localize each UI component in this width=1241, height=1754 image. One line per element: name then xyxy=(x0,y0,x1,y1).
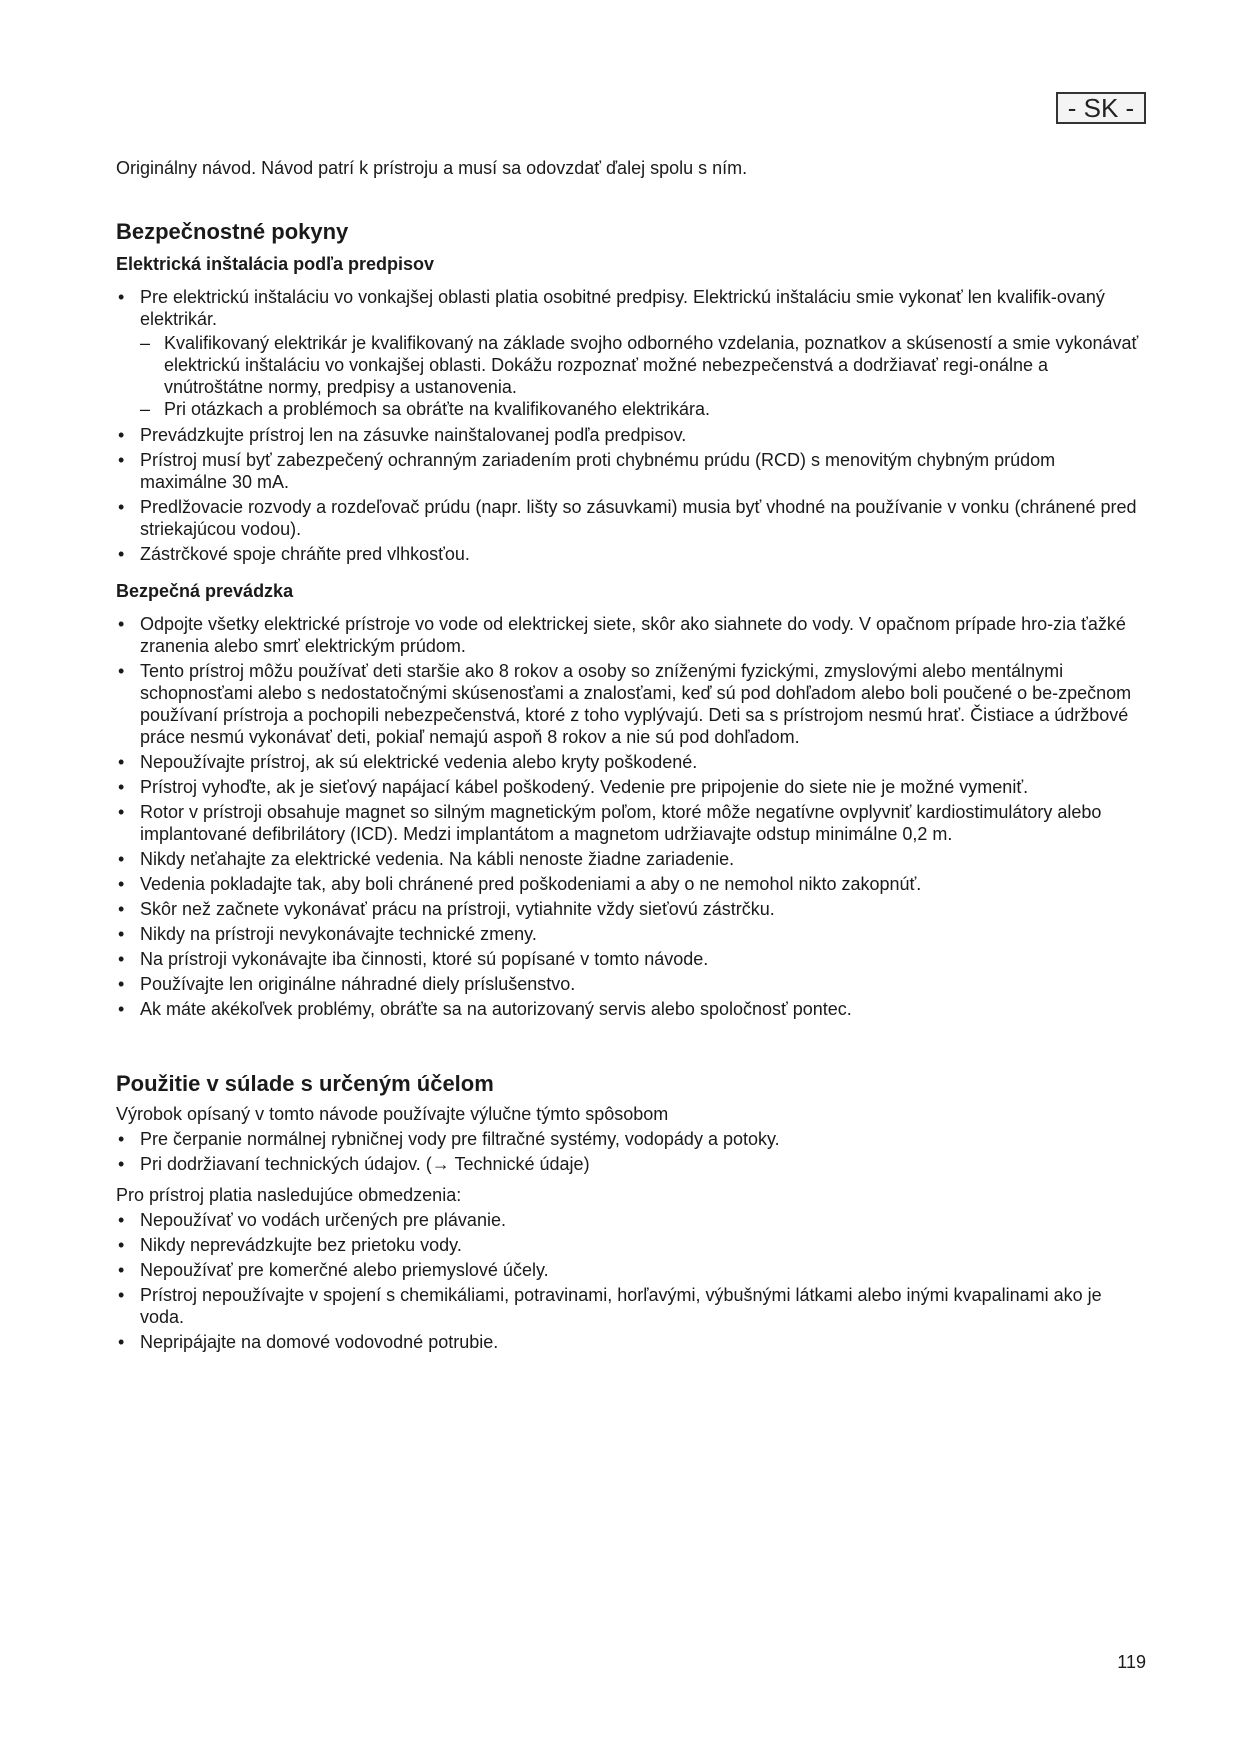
intro-text: Originálny návod. Návod patrí k prístroju a musí sa odovzdať ďalej spolu s ním. xyxy=(116,158,748,178)
list-item: • Pre elektrickú inštaláciu vo vonkajšej oblasti platia osobitné predpisy. Elektrickú inštaláciu smie vykonať len kvalifik-ovaný elektrikár. xyxy=(116,286,1146,330)
list-item: • Nepoužívať pre komerčné alebo priemyslové účely. xyxy=(116,1259,1146,1281)
list-item: • Odpojte všetky elektrické prístroje vo vode od elektrickej siete, skôr ako siahnete do vody. V opačnom prípade hro-zia ťažké zranenia alebo smrť elektrickým prúdom. xyxy=(116,613,1146,657)
safety-heading: Bezpečnostné pokyny xyxy=(116,219,349,244)
list-item: • Nepoužívajte prístroj, ak sú elektrické vedenia alebo kryty poškodené. xyxy=(116,751,1146,773)
list-subitem: – Pri otázkach a problémoch sa obráťte na kvalifikovaného elektrikára. xyxy=(116,398,1146,420)
language-tab: - SK - xyxy=(1056,92,1146,124)
list-subitem: – Kvalifikovaný elektrikár je kvalifikovaný na základe svojho odborného vzdelania, poznatkov a skúseností a smie vykonávať elektrickú inštaláciu vo vonkajšej oblasti. Dokážu rozpoznať možné nebezpečenstvá a dodržiavať regi-onálne a vnútroštátne normy, predpisy a ustanovenia. xyxy=(116,332,1146,398)
restrictions-list xyxy=(116,1209,1146,1353)
list-item: • Prístroj vyhoďte, ak je sieťový napájací kábel poškodený. Vedenie pre pripojenie do siete nie je možné vymeniť. xyxy=(116,776,1146,798)
list-item: • Skôr než začnete vykonávať prácu na prístroji, vytiahnite vždy sieťovú zástrčku. xyxy=(116,898,1146,920)
list-item: • Vedenia pokladajte tak, aby boli chránené pred poškodeniami a aby o ne nemohol nikto zakopnúť. xyxy=(116,873,1146,895)
list-item: • Ak máte akékoľvek problémy, obráťte sa na autorizovaný servis alebo spoločnosť pontec. xyxy=(116,998,1146,1020)
list-item: • Zástrčkové spoje chráňte pred vlhkosťou. xyxy=(116,543,1146,565)
list-item: • Nikdy neprevádzkujte bez prietoku vody. xyxy=(116,1234,1146,1256)
intended-use-lead: Výrobok opísaný v tomto návode používajte výlučne týmto spôsobom xyxy=(116,1104,669,1124)
list-item: • Tento prístroj môžu používať deti staršie ako 8 rokov a osoby so zníženými fyzickými, zmyslovými alebo mentálnymi schopnosťami alebo s nedostatočnými skúsenosťami a znalosťami, keď sú pod dohľadom alebo boli poučené o be-zpečnom používaní prístroja a pochopili nebezpečenstvá, ktoré z toho vyplývajú. Deti sa s prístrojom nesmú hrať. Čistiace a údržbové práce nesmú vykonávať deti, pokiaľ nemajú aspoň 8 rokov a nie sú pod dohľadom. xyxy=(116,660,1146,748)
list-item: • Prístroj nepoužívajte v spojení s chemikáliami, potravinami, horľavými, výbušnými látkami alebo inými kvapalinami ako je voda. xyxy=(116,1284,1146,1328)
operation-list xyxy=(116,613,1146,1020)
list-item: • Prevádzkujte prístroj len na zásuvke nainštalovanej podľa predpisov. xyxy=(116,424,1146,446)
list-item: • Nepripájajte na domové vodovodné potrubie. xyxy=(116,1331,1146,1353)
list-item: • Na prístroji vykonávajte iba činnosti, ktoré sú popísané v tomto návode. xyxy=(116,948,1146,970)
list-item: • Pri dodržiavaní technických údajov. (→ Technické údaje) xyxy=(116,1153,1146,1175)
intended-use-heading: Použitie v súlade s určeným účelom xyxy=(116,1071,494,1096)
list-item: • Predlžovacie rozvody a rozdeľovač prúdu (napr. lišty so zásuvkami) musia byť vhodné na používanie v vonku (chránené pred striekajúcou vodou). xyxy=(116,496,1146,540)
list-item: • Pre čerpanie normálnej rybničnej vody pre filtračné systémy, vodopády a potoky. xyxy=(116,1128,1146,1150)
list-item: • Prístroj musí byť zabezpečený ochranným zariadením proti chybnému prúdu (RCD) s menovitým chybným prúdom maximálne 30 mA. xyxy=(116,449,1146,493)
page-number: 119 xyxy=(1117,1652,1146,1672)
electrical-subheading: Elektrická inštalácia podľa predpisov xyxy=(116,254,435,274)
electrical-list xyxy=(116,286,1146,565)
list-item: • Používajte len originálne náhradné diely príslušenstvo. xyxy=(116,973,1146,995)
operation-subheading: Bezpečná prevádzka xyxy=(116,581,294,601)
restrictions-lead: Pro prístroj platia nasledujúce obmedzenia: xyxy=(116,1185,462,1205)
list-item: • Rotor v prístroji obsahuje magnet so silným magnetickým poľom, ktoré môže negatívne ovplyvniť kardiostimulátory alebo implantované defibrilátory (ICD). Medzi implantátom a magnetom udržiavajte odstup minimálne 0,2 m. xyxy=(116,801,1146,845)
list-item: • Nikdy na prístroji nevykonávajte technické zmeny. xyxy=(116,923,1146,945)
document-body xyxy=(116,156,1146,1356)
list-item: • Nepoužívať vo vodách určených pre plávanie. xyxy=(116,1209,1146,1231)
list-item: • Nikdy neťahajte za elektrické vedenia. Na kábli nenoste žiadne zariadenie. xyxy=(116,848,1146,870)
intended-use-list xyxy=(116,1128,1146,1175)
